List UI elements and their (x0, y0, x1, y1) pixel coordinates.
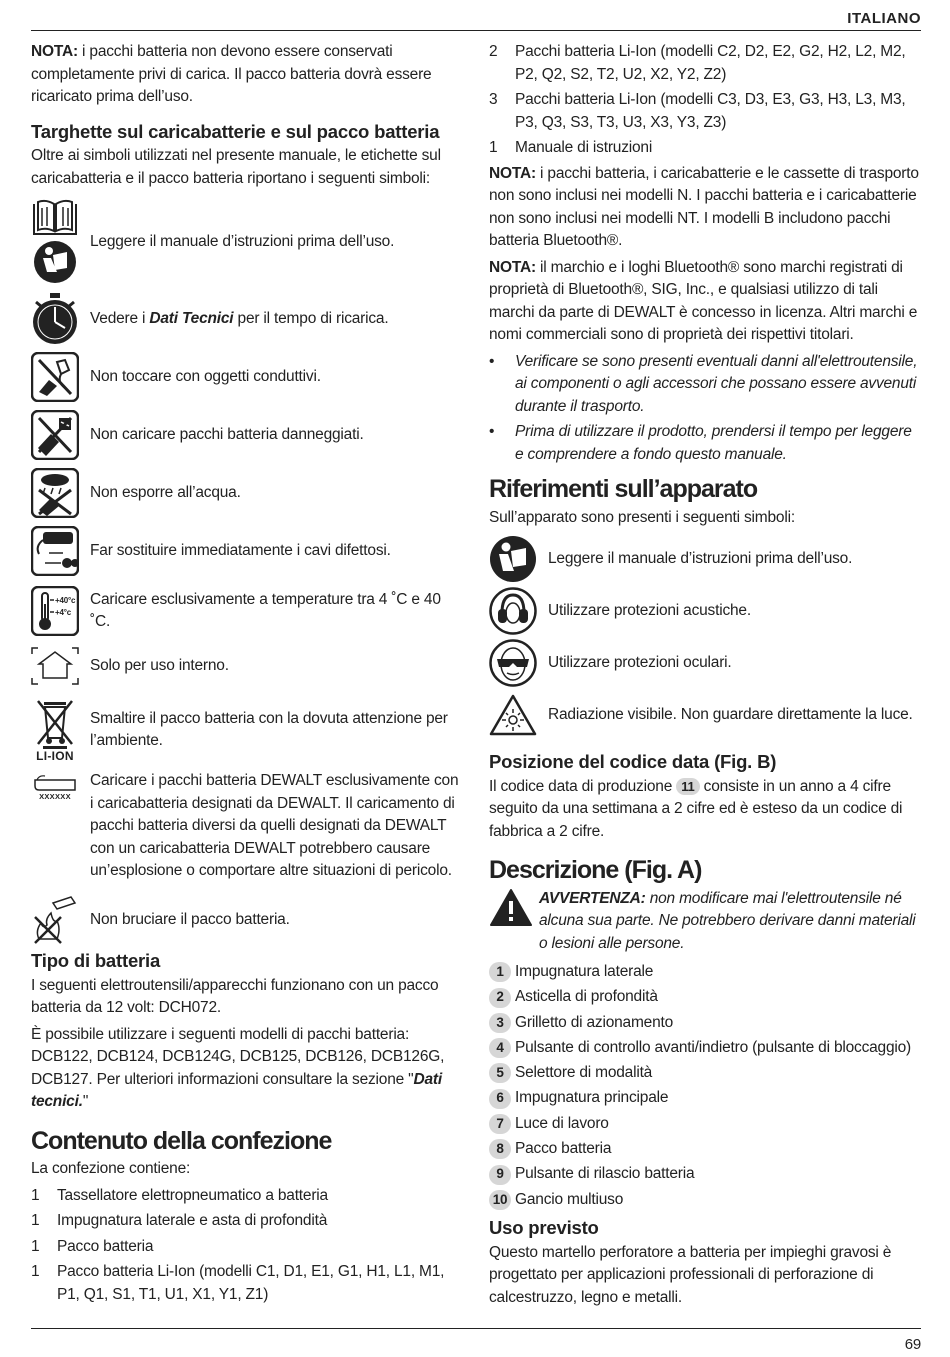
part-number-badge: 5 (489, 1063, 511, 1083)
part-number-badge: 3 (489, 1013, 511, 1033)
symbol-text: Non toccare con oggetti conduttivi. (90, 367, 321, 385)
note-models: NOTA: i pacchi batteria, i caricabatterie e le cassette di trasporto non sono inclusi nei modelli N. I pacchi batteria e i caricabatterie non sono inclusi nei modelli NT. I modelli B includono pacchi batteria Bluetooth®. (489, 164, 919, 249)
crossed-bin-icon (31, 698, 79, 763)
battery-paragraph: I seguenti elettroutensili/apparecchi funzionano con un pacco batteria da 12 volt: DCH072. (31, 976, 439, 1016)
symbol-row (31, 690, 463, 770)
list-item: 1 Impugnatura laterale (489, 961, 923, 984)
list-item: 10 Gancio multiuso (489, 1189, 923, 1212)
labels-heading: Targhette sul caricabatterie e sul pacco batteria (31, 120, 440, 142)
stopwatch-icon (31, 292, 79, 346)
warning-block: AVVERTENZA: non modificare mai l'elettroutensile né alcuna sua parte. Ne potrebbero derivare danni materiali o lesioni alle persone. (489, 888, 923, 956)
list-item: 2 Pacchi batteria Li-Ion (modelli C2, D2, E2, G2, H2, L2, M2, P2, Q2, S2, T2, U2, X2, Y2, Z2) (489, 43, 906, 83)
part-number-badge: 7 (489, 1114, 511, 1134)
right-column (489, 41, 923, 1313)
symbol-text: Non bruciare il pacco batteria. (90, 910, 290, 928)
use-heading: Uso previsto (489, 1217, 599, 1239)
symbol-text: Caricare esclusivamente a temperature tra 4 ˚C e 40 ˚C. (90, 590, 441, 630)
symbol-row (31, 770, 463, 894)
part-number-badge: 9 (489, 1165, 511, 1185)
page-number: 69 (904, 1336, 921, 1353)
symbol-row (489, 689, 923, 741)
list-item: 3 Pacchi batteria Li-Ion (modelli C3, D3, E3, G3, H3, L3, M3, P3, Q3, S3, T3, U3, X3, Y3, Z3) (489, 91, 906, 131)
dewalt-charger-icon (31, 770, 79, 801)
charger-model-label: XXXXXX (39, 792, 71, 801)
symbol-text: Radiazione visibile. Non guardare direttamente la luce. (548, 705, 913, 723)
package-intro: La confezione contiene: (31, 1160, 191, 1177)
symbol-row (31, 194, 463, 290)
part-number-badge: 10 (489, 1190, 511, 1210)
symbol-row (489, 533, 923, 585)
warning-icon (489, 888, 539, 956)
li-ion-label: LI-ION (36, 748, 74, 763)
date-heading: Posizione del codice data (Fig. B) (489, 751, 777, 772)
desc-heading: Descrizione (Fig. A) (489, 856, 702, 884)
symbol-row (31, 290, 463, 348)
list-item: 8 Pacco batteria (489, 1138, 923, 1161)
temp-low-label: +4°c (55, 608, 71, 617)
thermometer-icon (31, 586, 79, 636)
no-conductive-objects-icon (31, 352, 79, 402)
language-label: ITALIANO (847, 10, 921, 27)
part-number-badge: 2 (489, 988, 511, 1008)
list-item: 1 Manuale di istruzioni (489, 139, 653, 156)
list-item: 3 Grilletto di azionamento (489, 1012, 923, 1035)
symbol-text: Non esporre all’acqua. (90, 483, 241, 501)
date-paragraph: Il codice data di produzione 11 consiste in un anno a 4 cifre seguito da una settimana a 2 cifre ed è esteso da un codice di fabbrica a 2 cifre. (489, 777, 903, 840)
bullet-item: • Verificare se sono presenti eventuali danni all'elettroutensile, ai componenti o agli accessori che possano essere avvenuti durante il trasporto. (489, 352, 918, 415)
list-item: 9 Pulsante di rilascio batteria (489, 1163, 923, 1186)
symbol-row (31, 642, 463, 690)
part-number-badge: 1 (489, 962, 511, 982)
no-water-icon (31, 468, 79, 518)
bullet-item: • Prima di utilizzare il prodotto, prendersi il tempo per leggere e comprendere a fondo questo manuale. (489, 423, 912, 463)
visible-radiation-icon (489, 693, 537, 737)
symbol-row (31, 580, 463, 642)
indoor-use-icon (31, 646, 79, 686)
damaged-cord-icon (31, 526, 79, 576)
symbol-text: Utilizzare protezioni acustiche. (548, 601, 751, 619)
part-number-badge: 6 (489, 1089, 511, 1109)
manual-read-icon (31, 198, 79, 286)
list-item: 1 Tassellatore elettropneumatico a batteria (31, 1186, 328, 1204)
list-item: 6 Impugnatura principale (489, 1087, 923, 1110)
note-storage: NOTA: i pacchi batteria non devono essere conservati completamente privi di carica. Il pacco batteria dovrà essere ricaricato prima dell’uso. (31, 43, 432, 105)
symbol-row (31, 464, 463, 522)
callout-badge: 11 (676, 778, 699, 795)
eye-protection-icon (489, 639, 537, 687)
note-bluetooth: NOTA: il marchio e i loghi Bluetooth® sono marchi registrati di proprietà di Bluetooth®, SIG, Inc., e qualsiasi utilizzo di tali marchi da parte di DEWALT è concesso in licenza. Altri marchi e nomi commerciali sono di proprietà dei rispettivi titolari. (489, 258, 918, 343)
list-item: 2 Asticella di profondità (489, 986, 923, 1009)
use-paragraph: Questo martello perforatore a batteria per impieghi gravosi è progettato per applicazioni professionali di perforazione di calcestruzzo, legno e metalli. (489, 1243, 892, 1306)
symbol-text: Solo per uso interno. (90, 656, 229, 674)
list-item: 4 Pulsante di controllo avanti/indietro (pulsante di bloccaggio) (489, 1037, 923, 1060)
bottom-rule (31, 1328, 921, 1329)
symbol-text: Vedere i Dati Tecnici per il tempo di ricarica. (90, 309, 389, 327)
symbol-row (489, 585, 923, 637)
part-number-badge: 8 (489, 1139, 511, 1159)
list-item: 5 Selettore di modalità (489, 1062, 923, 1085)
symbol-text: Far sostituire immediatamente i cavi difettosi. (90, 541, 391, 559)
symbol-text: Leggere il manuale d’istruzioni prima dell’uso. (90, 232, 395, 250)
symbol-row (489, 637, 923, 689)
no-burn-icon (31, 895, 79, 945)
labels-intro: Oltre ai simboli utilizzati nel presente manuale, le etichette sul caricabatteria e il pacco batteria riportano i seguenti simboli: (31, 147, 441, 187)
symbol-row (31, 406, 463, 464)
top-rule (31, 30, 921, 31)
read-manual-icon (489, 535, 537, 583)
ear-protection-icon (489, 587, 537, 635)
battery-models: È possibile utilizzare i seguenti modelli di pacchi batteria: DCB122, DCB124, DCB124G, DCB125, DCB126, DCB126G, DCB127. Per ulteriori informazioni consultare la sezione "Dati tecnici." (31, 1025, 445, 1110)
list-item: 1 Pacco batteria Li-Ion (modelli C1, D1, E1, G1, H1, L1, M1, P1, Q1, S1, T1, U1, X1, Y1, Z1) (31, 1263, 445, 1303)
symbol-row (31, 348, 463, 406)
refs-intro: Sull’apparato sono presenti i seguenti simboli: (489, 508, 795, 526)
symbol-row (31, 894, 463, 946)
symbol-text: Caricare i pacchi batteria DEWALT esclusivamente con i caricabatteria designati da DEWALT. Il caricamento di pacchi batteria diversi da quelli designati da DEWALT con un caricabatteria DEWALT potrebbero causare un’esplosione o comportare altre situazioni di pericolo. (90, 772, 459, 879)
list-item: 1 Impugnatura laterale e asta di profondità (31, 1212, 328, 1229)
left-column (31, 41, 463, 1309)
symbol-text: Non caricare pacchi batteria danneggiati. (90, 425, 364, 443)
list-item: 7 Luce di lavoro (489, 1113, 923, 1136)
symbol-text: Smaltire il pacco batteria con la dovuta attenzione per l’ambiente. (90, 709, 448, 749)
symbol-text: Leggere il manuale d’istruzioni prima dell’uso. (548, 549, 853, 567)
symbol-text: Utilizzare protezioni oculari. (548, 653, 732, 671)
part-number-badge: 4 (489, 1038, 511, 1058)
refs-heading: Riferimenti sull’apparato (489, 475, 758, 503)
symbol-row (31, 522, 463, 580)
no-damaged-battery-icon (31, 410, 79, 460)
list-item: 1 Pacco batteria (31, 1237, 154, 1255)
package-heading: Contenuto della confezione (31, 1126, 332, 1155)
temp-high-label: +40°c (55, 596, 76, 605)
battery-heading: Tipo di batteria (31, 950, 161, 971)
